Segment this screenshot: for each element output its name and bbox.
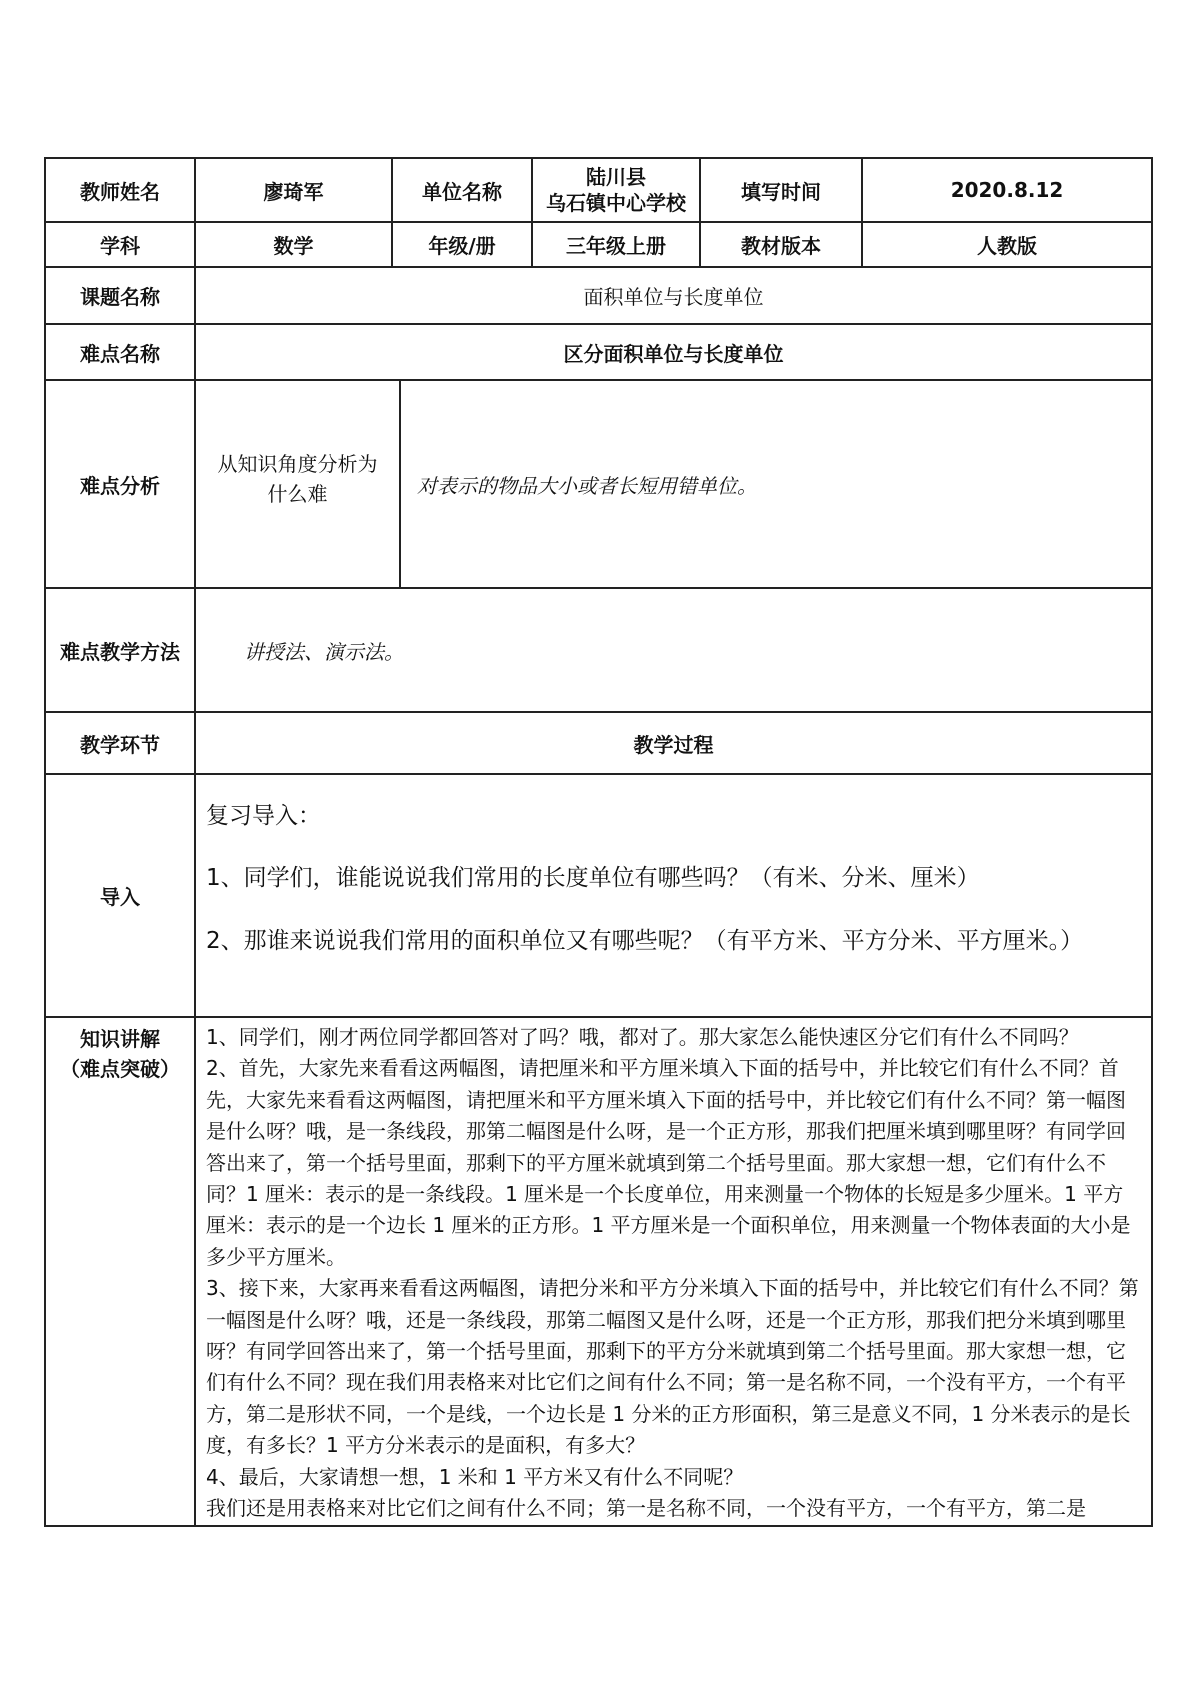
intro-row — [45, 774, 1152, 1017]
knowledge-content — [195, 1017, 1152, 1526]
knowledge-label-line1: 知识讲解 — [80, 1027, 160, 1051]
unit-value — [532, 158, 700, 222]
difficulty-row — [45, 324, 1152, 380]
knowledge-label — [45, 1017, 195, 1526]
header-row-1 — [45, 158, 1152, 222]
knowledge-paragraph-2: 2、首先，大家先来看看这两幅图，请把厘米和平方厘米填入下面的括号中，并比较它们有什么不同？首先，大家先来看看这两幅图，请把厘米和平方厘米填入下面的括号中，并比较它们有什么不同？第一幅图是什么呀？哦，是一条线段，那第二幅图是什么呀，是一个正方形，那我们把厘米填到哪里呀？有同学回答出来了，第一个括号里面，那剩下的平方厘米就填到第二个括号里面。那大家想一想，它们有什么不同？1 厘米：表示的是一条线段。1 厘米是一个长度单位，用来测量一个物体的长短是多少厘米。1 平方厘米：表示的是一个边长 1 厘米的正方形。1 平方厘米是一个面积单位，用来测量一个物体表面的大小是多少平方厘米。 — [206, 1056, 1131, 1269]
intro-line-1: 复习导入： — [206, 803, 321, 829]
intro-label: 导入 — [45, 774, 195, 1017]
intro-line-2: 1、同学们，谁能说说我们常用的长度单位有哪些吗？（有米、分米、厘米） — [206, 865, 980, 891]
unit-label: 单位名称 — [392, 158, 532, 222]
process-label: 教学环节 — [45, 712, 195, 774]
knowledge-paragraph-5: 我们还是用表格来对比它们之间有什么不同；第一是名称不同，一个没有平方，一个有平方，第二是 — [206, 1496, 1086, 1521]
topic-row — [45, 267, 1152, 324]
analysis-value: 对表示的物品大小或者长短用错单位。 — [400, 381, 1151, 587]
lesson-plan-table — [44, 157, 1151, 1527]
edition-label: 教材版本 — [700, 222, 862, 267]
subject-value: 数学 — [195, 222, 392, 267]
knowledge-row — [45, 1017, 1152, 1526]
analysis-content — [195, 380, 1152, 588]
analysis-sub-label — [196, 381, 400, 587]
analysis-sub-label-line2: 什么难 — [267, 482, 328, 506]
topic-value: 面积单位与长度单位 — [195, 267, 1152, 324]
knowledge-paragraph-1: 1、同学们，刚才两位同学都回答对了吗？哦，都对了。那大家怎么能快速区分它们有什么不同吗？ — [206, 1025, 1079, 1049]
difficulty-label: 难点名称 — [45, 324, 195, 380]
teacher-label: 教师姓名 — [45, 158, 195, 222]
process-value: 教学过程 — [195, 712, 1152, 774]
method-row — [45, 588, 1152, 712]
knowledge-label-line2: （难点突破） — [60, 1057, 180, 1081]
date-value: 2020.8.12 — [862, 158, 1152, 222]
process-header-row — [45, 712, 1152, 774]
method-value: 讲授法、演示法。 — [195, 588, 1152, 712]
analysis-sub-label-line1: 从知识角度分析为 — [217, 452, 378, 476]
date-label: 填写时间 — [700, 158, 862, 222]
header-row-2 — [45, 222, 1152, 267]
analysis-row — [45, 380, 1152, 588]
difficulty-value: 区分面积单位与长度单位 — [195, 324, 1152, 380]
grade-label: 年级/册 — [392, 222, 532, 267]
subject-label: 学科 — [45, 222, 195, 267]
knowledge-paragraph-4: 4、最后，大家请想一想，1 米和 1 平方米又有什么不同呢？ — [206, 1464, 744, 1489]
intro-content — [195, 774, 1152, 1017]
unit-value-line2: 乌石镇中心学校 — [546, 191, 686, 215]
edition-value: 人教版 — [862, 222, 1152, 267]
unit-value-line1: 陆川县 — [586, 165, 646, 189]
intro-line-3: 2、那谁来说说我们常用的面积单位又有哪些呢？（有平方米、平方分米、平方厘米。） — [206, 928, 1084, 954]
teacher-value: 廖琦军 — [195, 158, 392, 222]
knowledge-paragraph-3: 3、接下来，大家再来看看这两幅图，请把分米和平方分米填入下面的括号中，并比较它们有什么不同？第一幅图是什么呀？哦，还是一条线段，那第二幅图又是什么呀，还是一个正方形，那我们把分米填到哪里呀？有同学回答出来了，第一个括号里面，那剩下的平方分米就填到第二个括号里面。那大家想一想，它们有什么不同？现在我们用表格来对比它们之间有什么不同；第一是名称不同，一个没有平方，一个有平方，第二是形状不同，一个是线，一个边长是 1 分米的正方形面积，第三是意义不同，1 分米表示的是长度，有多长？1 平方分米表示的是面积，有多大？ — [206, 1276, 1139, 1458]
grade-value: 三年级上册 — [532, 222, 700, 267]
analysis-label: 难点分析 — [45, 380, 195, 588]
method-label: 难点教学方法 — [45, 588, 195, 712]
topic-label: 课题名称 — [45, 267, 195, 324]
